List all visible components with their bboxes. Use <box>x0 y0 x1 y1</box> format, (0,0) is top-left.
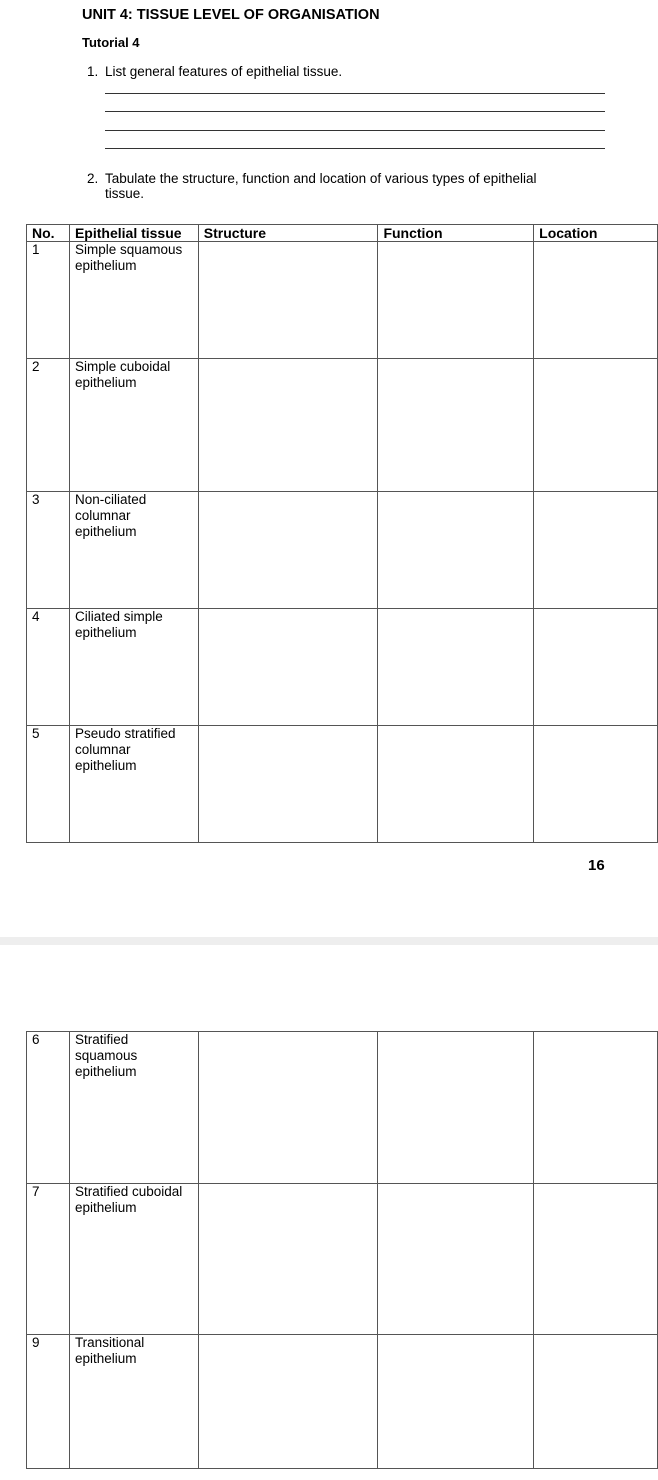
page-number: 16 <box>588 857 605 874</box>
row-number: 9 <box>27 1335 70 1469</box>
function-cell[interactable] <box>378 609 534 726</box>
location-cell[interactable] <box>534 1335 658 1469</box>
structure-cell[interactable] <box>198 242 378 359</box>
location-cell[interactable] <box>534 359 658 492</box>
location-cell[interactable] <box>534 1184 658 1335</box>
tissue-name: Pseudo stratified columnar epithelium <box>69 726 198 843</box>
structure-cell[interactable] <box>198 609 378 726</box>
column-header-function: Function <box>378 225 534 242</box>
function-cell[interactable] <box>378 242 534 359</box>
table-header-row <box>27 225 658 242</box>
table-row <box>27 1184 658 1335</box>
column-header-no: No. <box>27 225 70 242</box>
function-cell[interactable] <box>378 359 534 492</box>
structure-cell[interactable] <box>198 1184 378 1335</box>
tissue-name: Simple cuboidal epithelium <box>69 359 198 492</box>
column-header-structure: Structure <box>198 225 378 242</box>
question-2-text-line2: tissue. <box>105 186 145 201</box>
tissue-name: Transitional epithelium <box>69 1335 198 1469</box>
structure-cell[interactable] <box>198 492 378 609</box>
function-cell[interactable] <box>378 1335 534 1469</box>
row-number: 6 <box>27 1032 70 1184</box>
page-separator <box>0 937 658 945</box>
location-cell[interactable] <box>534 726 658 843</box>
tissue-name: Simple squamous epithelium <box>69 242 198 359</box>
structure-cell[interactable] <box>198 726 378 843</box>
unit-title: UNIT 4: TISSUE LEVEL OF ORGANISATION <box>82 7 380 23</box>
function-cell[interactable] <box>378 726 534 843</box>
epithelial-table <box>26 224 658 843</box>
answer-line <box>105 93 605 94</box>
answer-line <box>105 111 605 112</box>
table-row <box>27 1032 658 1184</box>
structure-cell[interactable] <box>198 1032 378 1184</box>
table-row <box>27 242 658 359</box>
row-number: 7 <box>27 1184 70 1335</box>
location-cell[interactable] <box>534 242 658 359</box>
row-number: 3 <box>27 492 70 609</box>
tissue-name: Ciliated simple epithelium <box>69 609 198 726</box>
function-cell[interactable] <box>378 492 534 609</box>
epithelial-table-continued <box>26 1031 658 1469</box>
row-number: 2 <box>27 359 70 492</box>
function-cell[interactable] <box>378 1032 534 1184</box>
structure-cell[interactable] <box>198 1335 378 1469</box>
question-1-text: List general features of epithelial tissue. <box>105 64 343 79</box>
table-row <box>27 1335 658 1469</box>
question-2-number: 2. <box>87 171 99 186</box>
tissue-name: Stratified squamous epithelium <box>69 1032 198 1184</box>
question-1 <box>87 64 342 79</box>
table-row <box>27 492 658 609</box>
location-cell[interactable] <box>534 1032 658 1184</box>
function-cell[interactable] <box>378 1184 534 1335</box>
question-2 <box>87 171 587 201</box>
structure-cell[interactable] <box>198 359 378 492</box>
column-header-location: Location <box>534 225 658 242</box>
table-row <box>27 359 658 492</box>
question-1-number: 1. <box>87 64 99 79</box>
row-number: 1 <box>27 242 70 359</box>
location-cell[interactable] <box>534 609 658 726</box>
tissue-name: Stratified cuboidal epithelium <box>69 1184 198 1335</box>
row-number: 4 <box>27 609 70 726</box>
question-2-text-line1: Tabulate the structure, function and location of various types of epithelial <box>105 171 537 186</box>
answer-line <box>105 148 605 149</box>
tissue-name: Non-ciliated columnar epithelium <box>69 492 198 609</box>
row-number: 5 <box>27 726 70 843</box>
answer-line <box>105 130 605 131</box>
tutorial-title: Tutorial 4 <box>82 35 140 50</box>
column-header-tissue: Epithelial tissue <box>69 225 198 242</box>
table-row <box>27 609 658 726</box>
location-cell[interactable] <box>534 492 658 609</box>
table-row <box>27 726 658 843</box>
